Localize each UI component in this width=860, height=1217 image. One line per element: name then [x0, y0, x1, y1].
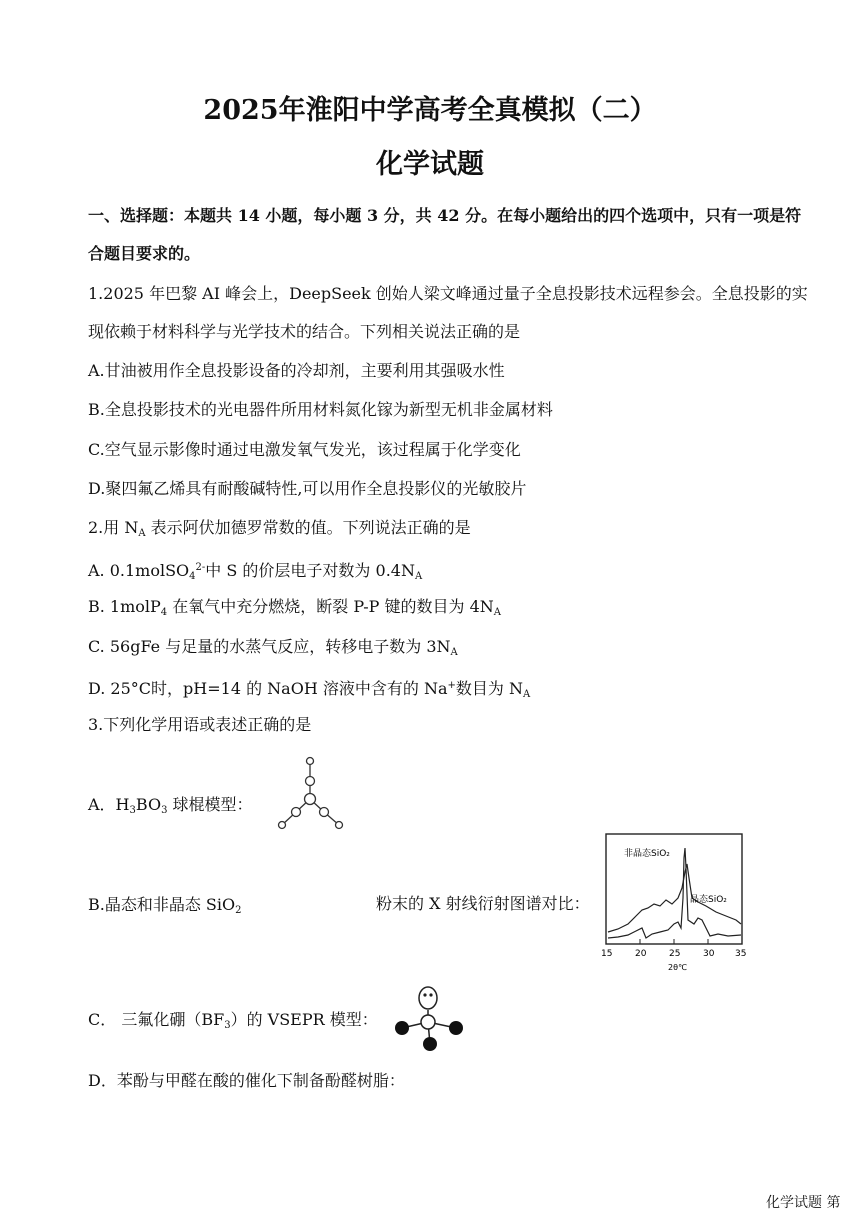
- tick-label: 15: [601, 949, 613, 959]
- crystal-label: 晶态SiO₂: [690, 895, 727, 905]
- xrd-chart: [598, 828, 750, 976]
- q1-option-c: C.空气显示影像时通过电激发氧气发光，该过程属于化学变化: [88, 440, 521, 459]
- q1-option-d: D.聚四氟乙烯具有耐酸碱特性,可以用作全息投影仪的光敏胶片: [88, 479, 527, 498]
- q3-option-b-suffix: 粉末的 X 射线衍射图谱对比：: [376, 894, 590, 913]
- q2-stem: 2.用 $N_A$ 表示阿伏加德罗常数的值。下列说法正确的是: [88, 518, 471, 539]
- q1-stem-line2: 现依赖于材料科学与光学技术的结合。下列相关说法正确的是: [88, 322, 521, 341]
- section-heading-line1: 一、选择题：本题共 14 小题，每小题 3 分，共 42 分。在每小题给出的四个选项中，只有一项是符: [88, 206, 802, 225]
- tick-label: 25: [669, 949, 681, 959]
- q2-option-c: C. 56gFe 与足量的水蒸气反应，转移电子数为 $3N_A$: [88, 637, 458, 658]
- h3bo3-ball-stick-model: [272, 755, 352, 831]
- q3-stem: 3.下列化学用语或表述正确的是: [88, 715, 312, 734]
- q3-option-d: D．苯酚与甲醛在酸的催化下制备酚醛树脂：: [88, 1071, 405, 1090]
- subject-title: 化学试题: [376, 149, 484, 180]
- q1-stem-line1: 1.2025 年巴黎 AI 峰会上，DeepSeek 创始人梁文峰通过量子全息投影技术远程参会。全息投影的实: [88, 284, 808, 303]
- q2-option-d: D. 25°C时，pH=14 的 NaOH 溶液中含有的 Na+数目为 $N_A$: [88, 679, 531, 700]
- section-heading-line2: 合题目要求的。: [88, 244, 201, 263]
- tick-label: 20: [635, 949, 647, 959]
- q1-option-b: B.全息投影技术的光电器件所用材料氮化镓为新型无机非金属材料: [88, 400, 553, 419]
- exam-title: 2025年淮阳中学高考全真模拟（二）: [203, 95, 657, 126]
- q3-option-c: C． 三氟化硼$(BF_3)$的 VSEPR 模型：: [88, 1010, 378, 1031]
- q1-option-a: A.甘油被用作全息投影设备的冷却剂，主要利用其强吸水性: [88, 361, 505, 380]
- bf3-vsepr-model: [390, 986, 470, 1054]
- page-footer: 化学试题 第: [766, 1195, 841, 1211]
- q2-option-a: A. 0.1molSO$_4^{2-}$中 S 的价层电子对数为 $0.4N_A$: [88, 561, 423, 582]
- tick-label: 30: [703, 949, 715, 959]
- tick-label: 35: [735, 949, 747, 959]
- q3-option-b: B.晶态和非晶态 SiO$_2$: [88, 895, 242, 916]
- x-axis-label: 2θ℃: [668, 963, 687, 972]
- q3-option-a: A．$H_3BO_3$ 球棍模型：: [88, 795, 253, 816]
- amorphous-label: 非晶态SiO₂: [624, 849, 670, 859]
- q2-option-b: B. 1molP$_4$ 在氧气中充分燃烧，断裂 P-P 键的数目为 $4N_A$: [88, 597, 501, 618]
